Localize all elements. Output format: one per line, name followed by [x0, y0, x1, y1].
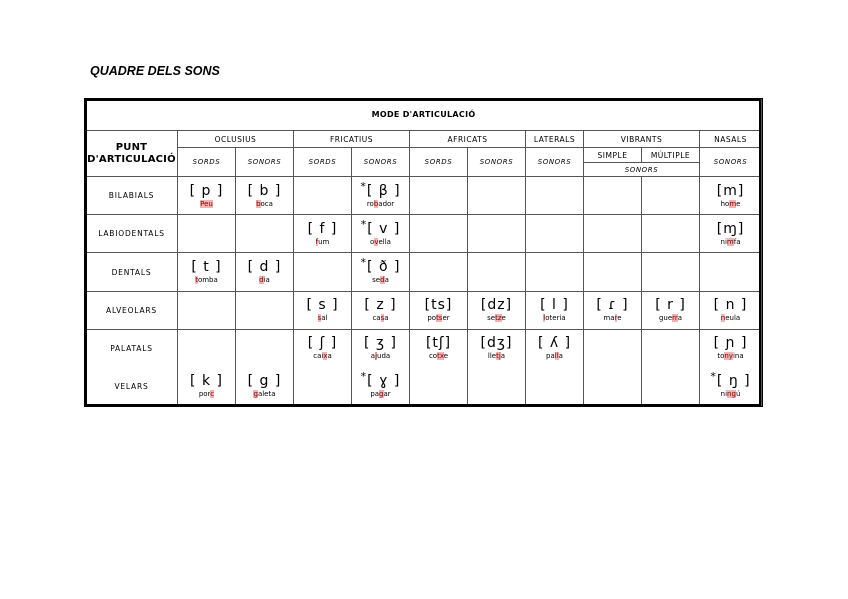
ipa-symbol: [ ɲ ] [713, 335, 748, 352]
example-pre: ni [720, 237, 727, 246]
example-highlight: rr [672, 314, 678, 323]
example-highlight: l [543, 314, 546, 323]
group-africats: AFRICATS [410, 130, 526, 148]
example-pre: cai [313, 352, 324, 361]
ipa-symbol: [ k ] [190, 373, 223, 390]
sub-africats-sords: SORDS [410, 148, 468, 177]
place-dentals: DENTALS [86, 253, 178, 291]
ipa-symbol: [ ɾ ] [596, 297, 629, 314]
ipa-symbol: [ s ] [306, 297, 339, 314]
example-pre: se [487, 314, 496, 323]
sub-vibrants-simple: SIMPLE [584, 148, 642, 162]
ipa-glyph: [ β ] [366, 182, 401, 199]
asterisk-mark: * [360, 370, 367, 384]
example-highlight: ll [554, 352, 559, 361]
example-post: ador [378, 199, 395, 208]
example-post: e [736, 199, 741, 208]
example-pre: gue [658, 314, 673, 323]
example-pre: pa [546, 352, 555, 361]
ipa-symbol: [tʃ] [425, 335, 452, 352]
example-highlight: x [323, 352, 328, 361]
example-post: ú [735, 390, 741, 399]
example-post: aleta [257, 390, 276, 399]
example-pre: ho [720, 199, 730, 208]
example-highlight: ny [724, 352, 733, 361]
example-post: omba [197, 276, 218, 285]
example-pre: ca [372, 314, 381, 323]
ipa-symbol: [ ʎ ] [537, 335, 572, 352]
ipa-glyph: [ v ] [367, 220, 401, 237]
punt-line-1: PUNT [115, 141, 148, 153]
example-highlight: d [259, 276, 264, 285]
example-post: a [500, 352, 506, 361]
ipa-symbol: [ n ] [713, 297, 748, 314]
example-post: a [384, 276, 389, 285]
example-post: um [318, 237, 330, 246]
example-highlight: m [729, 199, 737, 208]
example-pre: a [370, 352, 376, 361]
ipa-symbol: [ b ] [247, 182, 282, 199]
place-labiodentals: LABIODENTALS [86, 215, 178, 253]
example-highlight: v [374, 237, 379, 246]
example-post: a [327, 352, 332, 361]
example-post: a [558, 352, 563, 361]
example-highlight: tz [495, 314, 502, 323]
example-highlight: m [726, 237, 734, 246]
ipa-glyph: [ ɣ ] [367, 373, 401, 390]
ipa-symbol: [ f ] [307, 220, 338, 237]
example-pre: lle [487, 352, 497, 361]
group-fricatius: FRICATIUS [294, 130, 410, 148]
example-post: fa [733, 237, 741, 246]
example-highlight: Peu [200, 199, 213, 208]
sub-africats-sonors: SONORS [468, 148, 526, 177]
table-outer-border [85, 99, 761, 406]
example-post: ella [378, 237, 391, 246]
asterisk-mark: * [360, 217, 367, 231]
example-post: ia [263, 276, 270, 285]
group-vibrants: VIBRANTS [584, 130, 700, 148]
example-highlight: tj [496, 352, 501, 361]
example-highlight: r [614, 314, 618, 323]
asterisk-mark: * [360, 256, 367, 270]
ipa-symbol: [ z ] [364, 297, 397, 314]
example-post: ina [732, 352, 744, 361]
sub-fricatius-sords: SORDS [294, 148, 352, 177]
example-post: ar [383, 390, 391, 399]
example-highlight: g [379, 390, 384, 399]
example-pre: o [370, 237, 375, 246]
example-pre: co [428, 352, 438, 361]
ipa-symbol: [dz] [480, 297, 513, 314]
example-highlight: ts [436, 314, 443, 323]
ipa-symbol: [ g ] [247, 373, 282, 390]
example-pre: ni [720, 390, 728, 399]
sub-vibrants-sonors: SONORS [584, 162, 700, 176]
example-highlight: tx [437, 352, 444, 361]
page-title: QUADRE DELS SONS [90, 64, 220, 78]
sub-vibrants-multiple: MÚLTIPLE [642, 148, 700, 162]
ipa-symbol: [ ʃ ] [307, 335, 338, 352]
ipa-symbol: [ r ] [655, 297, 686, 314]
sub-nasals-sonors: SONORS [700, 148, 762, 177]
ipa-symbol: [ d ] [247, 259, 282, 276]
example-highlight: s [317, 314, 322, 323]
example-highlight: b [373, 199, 379, 208]
example-post: a [677, 314, 683, 323]
sub-oclusius-sonors: SONORS [236, 148, 294, 177]
example-highlight: t [195, 276, 198, 285]
example-post: a [384, 314, 389, 323]
example-post: oca [260, 199, 273, 208]
place-alveolars: ALVEOLARS [86, 291, 178, 329]
place-velars: VELARS [86, 367, 178, 405]
place-bilabials: BILABIALS [86, 177, 178, 215]
place-palatals: PALATALS [86, 329, 178, 367]
ipa-symbol: [dʒ] [480, 335, 513, 352]
example-highlight: c [210, 390, 215, 399]
asterisk-mark: * [360, 179, 366, 193]
ipa-symbol: [ts] [424, 297, 453, 314]
example-post: e [617, 314, 622, 323]
example-highlight: d [380, 276, 385, 285]
example-pre: ro [366, 199, 374, 208]
example-highlight: f [315, 237, 319, 246]
example-highlight: b [256, 199, 261, 208]
ipa-symbol: [ t ] [191, 259, 222, 276]
sub-laterals-sonors: SONORS [526, 148, 584, 177]
example-post: e [501, 314, 506, 323]
example-post: uda [377, 352, 391, 361]
example-highlight: g [253, 390, 258, 399]
sub-fricatius-sonors: SONORS [352, 148, 410, 177]
example-post: oteria [545, 314, 566, 323]
example-highlight: j [375, 352, 378, 361]
sub-oclusius-sords: SORDS [178, 148, 236, 177]
ipa-glyph: [ ŋ ] [716, 373, 751, 390]
example-pre: ma [603, 314, 615, 323]
ipa-symbol: [ɱ] [716, 220, 745, 237]
example-highlight: n [720, 314, 726, 323]
group-oclusius: OCLUSIUS [178, 130, 294, 148]
example-post: e [443, 352, 449, 361]
punt-line-2: D'ARTICULACIÓ [87, 153, 176, 165]
example-post: er [442, 314, 450, 323]
ipa-symbol: [ ʒ ] [364, 335, 397, 352]
group-laterals: LATERALS [526, 130, 584, 148]
asterisk-mark: * [710, 370, 716, 384]
example-highlight: ng [727, 390, 736, 399]
example-pre: pa [370, 390, 380, 399]
example-post: al [321, 314, 328, 323]
example-pre: se [372, 276, 381, 285]
ipa-symbol: [m] [716, 182, 745, 199]
ipa-glyph: [ ð ] [367, 259, 401, 276]
example-highlight: s [380, 314, 385, 323]
example-pre: por [198, 390, 211, 399]
ipa-symbol: [ p ] [189, 182, 224, 199]
ipa-symbol: [ l ] [540, 297, 569, 314]
example-post: eula [725, 314, 741, 323]
mode-articulacio-header: MODE D'ARTICULACIÓ [86, 100, 762, 131]
example-pre: to [717, 352, 725, 361]
example-pre: po [427, 314, 437, 323]
group-nasals: NASALS [700, 130, 762, 148]
